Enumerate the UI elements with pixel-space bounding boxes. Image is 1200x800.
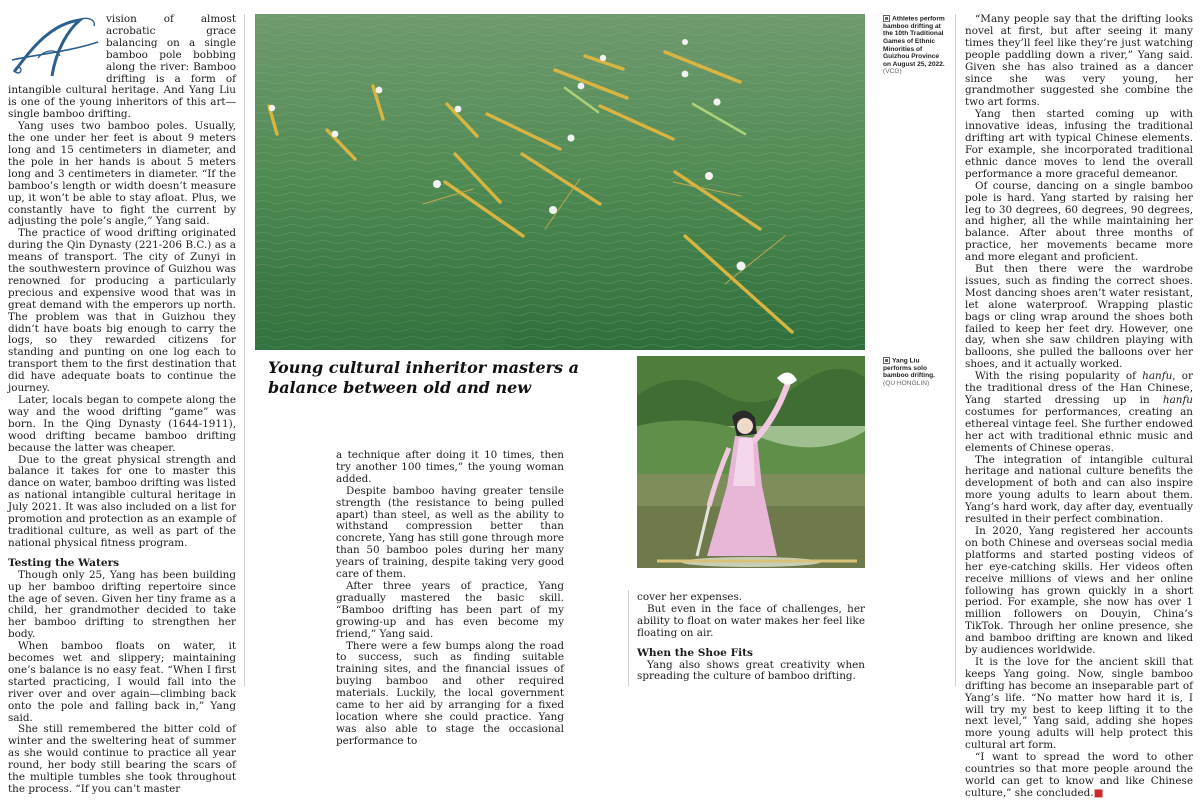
photo-bamboo-drifting-athletes [255, 14, 865, 350]
paragraph: But then there were the wardrobe issues, such as finding the correct shoes. Most dancing shoes aren’t water resistant, let alone waterproof. Wrapping plastic bags or cling wrap around the shoes both failed to keep her feet dry. However, one day, when she saw children playing with balloons, she pulled the balloons over her shoes, and it actually worked. [965, 263, 1193, 371]
paragraph: After three years of practice, Yang gradually mastered the basic skill. “Bamboo drifting has been part of my growing-up and has even become my friend,” Yang said. [336, 579, 564, 640]
paragraph: Yang uses two bamboo poles. Usually, the one under her feet is about 9 meters long and 15 centimeters in diameter, and the pole in her hands is about 5 meters long and 3 centimeters in diameter. “If the bamboo’s length or width doesn’t measure up, it won’t be able to stay afloat. Plus, we constantly have to fight the current by adjusting the pole’s angle,” Yang said. [8, 120, 236, 228]
column-rule [244, 14, 245, 686]
photo1-caption: Athletes perform bamboo drifting at the 10th Traditional Games of Ethnic Minorities of Guizhou Province on August 25, 2022. (VCG) [883, 15, 945, 76]
paragraph: Yang then started coming up with innovative ideas, infusing the traditional drifting art with typical Chinese elements. For example, she incorporated traditional ethnic dance moves to lend the overall performance a more graceful demeanor. [965, 108, 1193, 180]
paragraph: cover her expenses. [637, 591, 743, 603]
article-column-3 [637, 592, 865, 683]
headline: Young cultural inheritor masters a balance between old and new [268, 358, 579, 397]
paragraph: Later, locals began to compete along the way and the wood drifting “game” was born. In the Qing Dynasty (1644-1911), wood drifting became bamboo drifting because the latter was cheaper. [8, 394, 236, 454]
river-photo-illustration [255, 14, 865, 350]
paragraph: She still remembered the bitter cold of winter and the sweltering heat of summer as she would continue to practice all year round, her body still bearing the scars of the multiple tumbles she took throughout the process. “If you can’t master [8, 723, 236, 795]
paragraph: In 2020, Yang registered her accounts on both Chinese and overseas social media platforms and started posting videos of her eye-catching skills. Her videos often receive millions of views and her online following has grown quickly in a short period. For example, she now has over 1 million followers on Douyin, China’s TikTok. Through her online presence, she and bamboo drifting are known and liked by audiences worldwide. [965, 524, 1193, 657]
subhead-when-the-shoe-fits: When the Shoe Fits [637, 646, 754, 659]
article-column-2 [336, 450, 564, 748]
dropcap-a-icon [8, 14, 100, 80]
paragraph: Yang also shows great creativity when spreading the culture of bamboo drifting. [637, 658, 865, 683]
paragraph: Due to the great physical strength and balance it takes for one to master this dance on water, bamboo drifting was listed as national intangible cultural heritage in July 2021. It was also included on a list for promotion and protection as an example of traditional culture, as well as part of the national physical fitness program. [8, 453, 236, 549]
paragraph: When bamboo floats on water, it becomes wet and slippery; maintaining one’s balance is no easy feat. “When I first started practicing, I would fall into the river over and over again—climbing back onto the pole and falling back in,” Yang said. [8, 640, 236, 724]
article-column-1 [8, 14, 236, 796]
photo-yang-liu-performing [637, 356, 865, 568]
paragraph: It is the love for the ancient skill that keeps Yang going. Now, single bamboo drifting has become an inseparable part of Yang’s life. “No matter how hard it is, I will try my best to keep lifting it to the next level,” Yang said, adding she hopes more young adults will help protect this cultural art form. [965, 655, 1193, 752]
paragraph: With the rising popularity of hanfu, or the traditional dress of the Han Chinese, Yang started dressing up in hanfu costumes for performances, creating an ethereal vintage feel. She further endowed her act with traditional ethnic music and elements of Chinese operas. [965, 370, 1193, 454]
column-rule [955, 14, 956, 686]
end-mark-icon: ■ [1093, 786, 1104, 799]
lead-paragraph: vision of almost acrobatic grace balancing on a single bamboo pole bobbing along the river: Bamboo drifting is a form of intangible cultural heritage. And Yang Liu is one of the young inheritors of this art—single bamboo drifting. [8, 13, 236, 121]
paragraph: Despite bamboo having greater tensile strength (the resistance to being pulled apart) than steel, as well as the ability to withstand compression better than concrete, Yang has still gone through more than 50 bamboo poles during her many years of training, despite taking very good care of them. [336, 484, 564, 581]
caption-marker-icon [883, 15, 890, 22]
paragraph: “Many people say that the drifting looks novel at first, but after seeing it many times they’ll feel like they’re just watching people paddling down a river,” Yang said. Given she has also trained as a dancer since she was very young, her grandmother suggested she combine the two art forms. [965, 13, 1193, 109]
paragraph: Of course, dancing on a single bamboo pole is hard. Yang started by raising her leg to 30 degrees, 60 degrees, 90 degrees, and higher, all the while maintaining her balance. After about three months of practice, her movements became more and more elegant and proficient. [965, 179, 1193, 264]
subhead-testing-the-waters: Testing the Waters [8, 556, 120, 569]
column-rule [628, 590, 629, 686]
photo2-caption: Yang Liu performs solo bamboo drifting. (QU HONGLIN) [883, 357, 936, 388]
paragraph: a technique after doing it 10 times, then try another 100 times,” the young woman added. [336, 449, 564, 485]
paragraph: The practice of wood drifting originated during the Qin Dynasty (221-206 B.C.) as a means of transport. The city of Zunyi in the southwestern province of Guizhou was renowned for producing a particularly precious and expensive wood that was in great demand with the emperors up north. The problem was that in Guizhou they didn’t have boats big enough to carry the logs, so they rewarded citizens for standing and punting on one log each to transport them to the first destination that did have adequate boats to continue the journey. [8, 227, 236, 395]
caption-marker-icon [883, 357, 890, 364]
article-column-4 [965, 14, 1193, 800]
paragraph: The integration of intangible cultural heritage and national culture benefits the development of both and can also inspire more young adults to learn about them. Yang’s hard work, day after day, eventually resulted in their perfect combination. [965, 453, 1193, 526]
photo2-credit: (QU HONGLIN) [883, 380, 930, 388]
paragraph: There were a few bumps along the road to success, such as finding suitable training sites, and the financial issues of buying bamboo and other required materials. Luckily, the local government came to her aid by arranging for a fixed location where she could practice. Yang was also able to stage the occasional performance to [336, 639, 564, 747]
yang-liu-photo-illustration [637, 356, 865, 568]
dropcap-letter [8, 14, 100, 80]
photo1-credit: (VCG) [883, 68, 902, 76]
paragraph: Though only 25, Yang has been building up her bamboo drifting repertoire since the age of seven. Given her tiny frame as a child, her grandmother decided to take her bamboo drifting to strengthen her body. [8, 568, 236, 641]
paragraph: But even in the face of challenges, her ability to float on water makes her feel like floating on air. [637, 602, 865, 639]
closing-paragraph: “I want to spread the word to other countries so that more people around the world can get to know and like Chinese culture,” she concluded.■ [965, 751, 1193, 799]
